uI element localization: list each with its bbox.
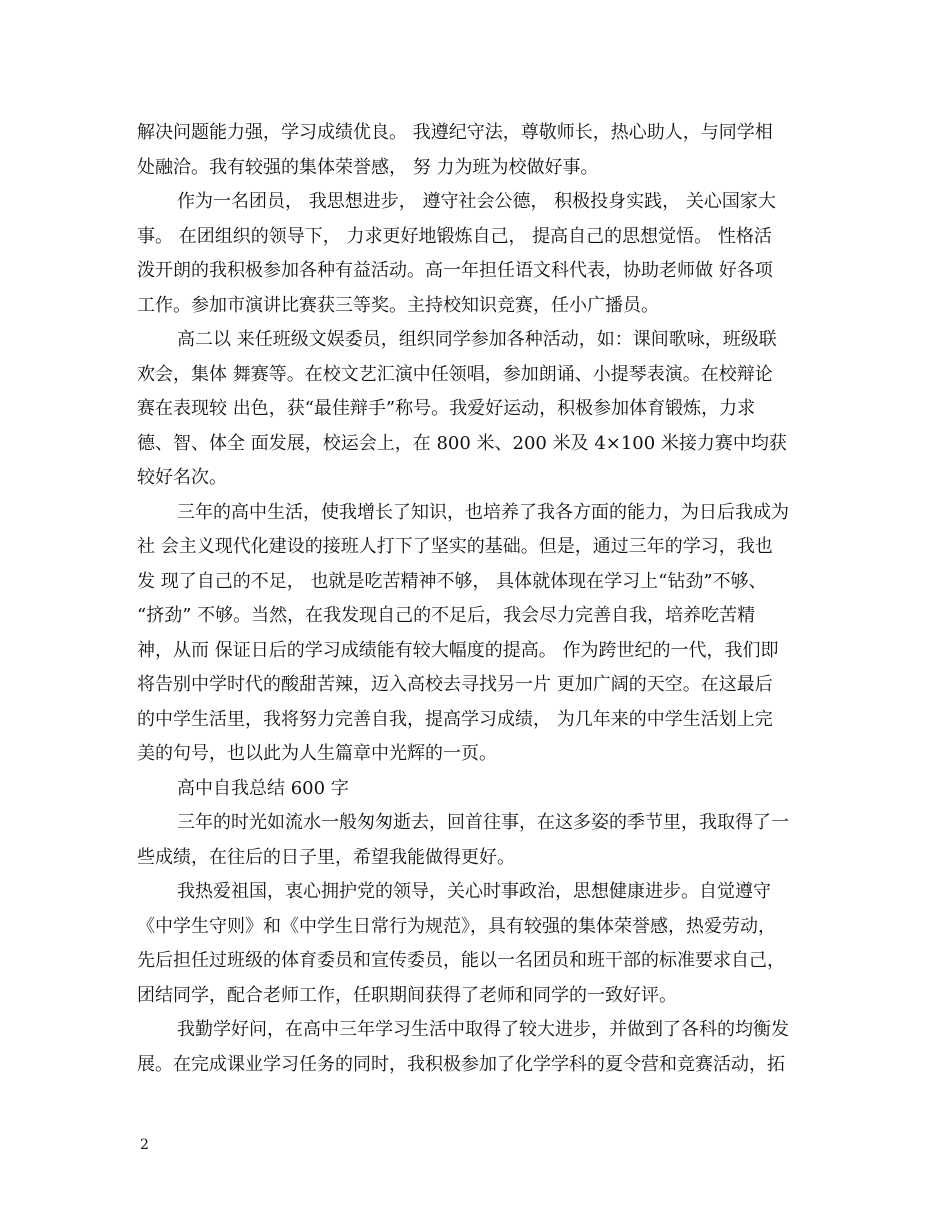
text-line: 高中自我总结 600 字 bbox=[177, 777, 349, 799]
text-line: 将告别中学时代的酸甜苦辣，迈入高校去寻找另一片 更加广阔的天空。在这最后 bbox=[137, 674, 773, 695]
text-line: 的中学生活里，我将努力完善自我，提高学习成绩， 为几年来的中学生活划上完 bbox=[137, 708, 773, 730]
text-line: 我热爱祖国，衷心拥护党的领导，关心时事政治，思想健康进步。自觉遵守 bbox=[177, 881, 771, 902]
text-line: 美的句号，也以此为人生篇章中光辉的一页。 bbox=[137, 743, 497, 764]
text-line: 《中学生守则》和《中学生日常行为规范》，具有较强的集体荣誉感，热爱劳动， bbox=[137, 915, 776, 937]
text-line: 工作。参加市演讲比赛获三等奖。主持校知识竞赛，任小广播员。 bbox=[137, 294, 659, 316]
page-number: 2 bbox=[140, 1137, 149, 1153]
text-line: 赛在表现较 出色，获“最佳辩手”称号。我爱好运动，积极参加体育锻炼，力求 bbox=[137, 398, 756, 419]
text-line: 神，从而 保证日后的学习成绩能有较大幅度的提高。 作为跨世纪的一代，我们即 bbox=[137, 639, 779, 661]
text-line: 解决问题能力强，学习成绩优良。 我遵纪守法，尊敬师长，热心助人，与同学相 bbox=[137, 122, 773, 143]
text-line: 欢会，集体 舞赛等。在校文艺汇演中任领唱，参加朗诵、小提琴表演。在校辩论 bbox=[137, 363, 773, 385]
text-line: 发 现了自己的不足， 也就是吃苦精神不够， 具体就体现在学习上“钻劲”不够、 bbox=[137, 570, 767, 592]
text-line: 事。 在团组织的领导下， 力求更好地锻炼自己， 提高自己的思想觉悟。 性格活 bbox=[137, 225, 772, 247]
text-line: 处融洽。我有较强的集体荣誉感， 努 力为班为校做好事。 bbox=[137, 156, 599, 178]
text-line: 作为一名团员， 我思想进步， 遵守社会公德， 积极投身实践， 关心国家大 bbox=[177, 191, 776, 212]
text-line: 社 会主义现代化建设的接班人打下了坚实的基础。但是，通过三年的学习，我也 bbox=[137, 536, 773, 557]
text-line: “挤劲” 不够。当然，在我发现自己的不足后，我会尽力完善自我，培养吃苦精 bbox=[137, 605, 756, 626]
text-line: 泼开朗的我积极参加各种有益活动。高一年担任语文科代表，协助老师做 好各项 bbox=[137, 260, 773, 281]
text-line: 我勤学好问，在高中三年学习生活中取得了较大进步，并做到了各科的均衡发 bbox=[177, 1019, 789, 1040]
text-line: 高二以 来任班级文娱委员，组织同学参加各种活动，如：课间歌咏，班级联 bbox=[177, 329, 777, 350]
text-line: 三年的高中生活，使我增长了知识，也培养了我各方面的能力，为日后我成为 bbox=[177, 501, 789, 523]
text-line: 三年的时光如流水一般匆匆逝去，回首往事，在这多姿的季节里，我取得了一 bbox=[177, 812, 789, 833]
text-line: 些成绩，在往后的日子里，希望我能做得更好。 bbox=[137, 846, 515, 868]
document-body bbox=[137, 116, 815, 1082]
text-line: 先后担任过班级的体育委员和宣传委员，能以一名团员和班干部的标准要求自己， bbox=[137, 950, 785, 971]
text-line: 团结同学，配合老师工作，任职期间获得了老师和同学的一致好评。 bbox=[137, 984, 677, 1006]
text-line: 德、智、体全 面发展，校运会上，在 800 米、200 米及 4×100 米接力赛中均获 bbox=[137, 432, 787, 454]
text-line: 展。在完成课业学习任务的同时，我积极参加了化学学科的夏令营和竞赛活动，拓 bbox=[137, 1053, 785, 1075]
text-line: 较好名次。 bbox=[137, 467, 227, 488]
